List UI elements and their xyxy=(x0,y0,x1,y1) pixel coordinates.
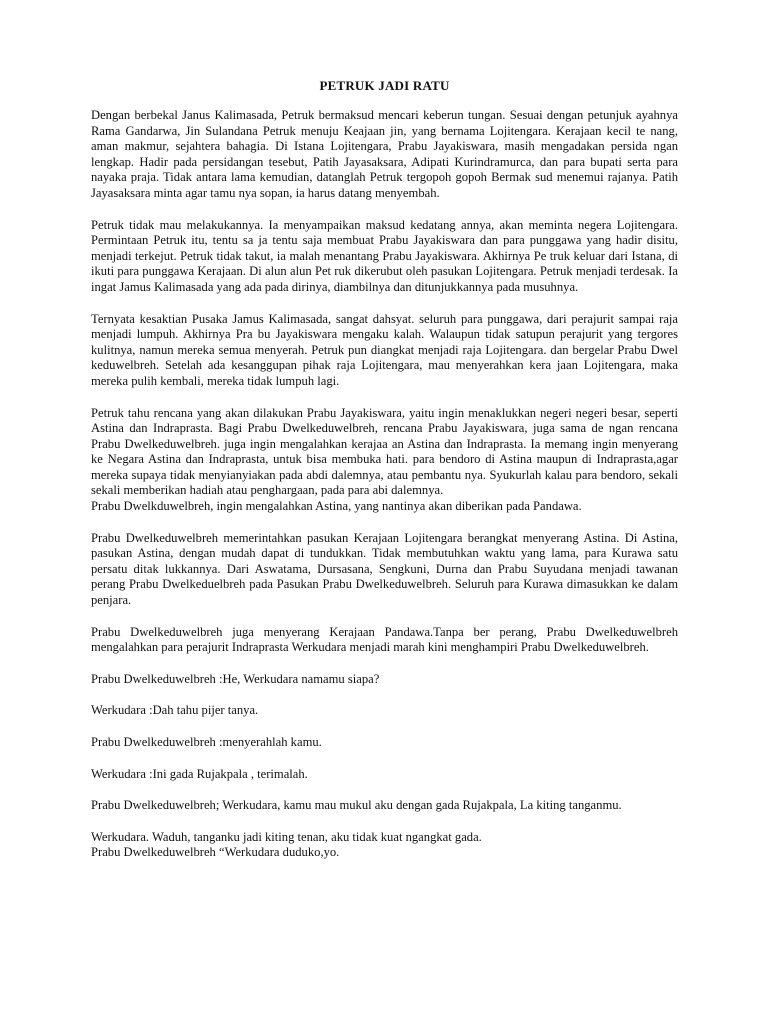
paragraph-3: Ternyata kesaktian Pusaka Jamus Kalimasada, sangat dahsyat. seluruh para punggawa, dari perajurit sampai raja menjadi lumpuh. Akhirnya Pra bu Jayakiswara mengaku kalah. Walaupun tidak satupun perajurit yang tergores kulitnya, namun mereka semua menyerah. Petruk pun diangkat menjadi raja Lojitengara. dan bergelar Prabu Dwel keduwelbreh. Setelah ada kesanggupan pihak raja Lojitengara, mau menyerahkan kera jaan Lojitengara, maka mereka pulih kembali, mereka tidak lumpuh lagi. xyxy=(91,311,678,388)
paragraph-7: Prabu Dwelkeduwelbreh juga menyerang Kerajaan Pandawa.Tanpa ber perang, Prabu Dwelkeduwelbreh mengalahkan para perajurit Indraprasta Werkudara menjadi marah kini menghampiri Prabu Dwelkeduwelbreh. xyxy=(91,624,678,655)
dialog-line-7: Prabu Dwelkeduwelbreh “Werkudara duduko,yo. xyxy=(91,845,340,860)
paragraph-5: Prabu Dwelkduwelbreh, ingin mengalahkan Astina, yang nantinya akan diberikan pada Pandawa. xyxy=(91,499,582,514)
document-page xyxy=(91,78,678,877)
dialog-line-6: Werkudara. Waduh, tanganku jadi kiting tenan, aku tidak kuat ngangkat gada. xyxy=(91,829,482,844)
dialog-line-3: Prabu Dwelkeduwelbreh :menyerahlah kamu. xyxy=(91,735,322,749)
paragraph-6: Prabu Dwelkeduwelbreh memerintahkan pasukan Kerajaan Lojitengara berangkat menyerang Astina. Di Astina, pasukan Astina, dengan mudah dapat di tundukkan. Tidak membutuhkan waktu yang lama, para Kurawa satu persatu ditak lukkannya. Dari Aswatama, Dursasana, Sengkuni, Durna dan Prabu Suyudana menjadi tawanan perang Prabu Dwelkeduelbreh pada Pasukan Prabu Dwelkeduwelbreh. Seluruh para Kurawa dimasukkan ke dalam penjara. xyxy=(91,530,678,608)
dialog-line-5: Prabu Dwelkeduwelbreh; Werkudara, kamu mau mukul aku dengan gada Rujakpala, La kiting tanganmu. xyxy=(91,798,622,813)
dialog-line-1: Prabu Dwelkeduwelbreh :He, Werkudara namamu siapa? xyxy=(91,671,380,686)
paragraph-2: Petruk tidak mau melakukannya. Ia menyampaikan maksud kedatang annya, akan meminta negera Lojitengara. Permintaan Petruk itu, tentu sa ja tentu saja membuat Prabu Jayakiswara dan para punggawa yang hadir disitu, menjadi terkejut. Petruk tidak takut, ia malah menantang Prabu Jayakiswara. Akhirnya Pe truk keluar dari Istana, di ikuti para punggawa Kerajaan. Di alun alun Pet ruk dikerubut oleh pasukan Lojitengara. Petruk menjadi terdesak. Ia ingat Jamus Kalimasada yang ada pada dirinya, diambilnya dan ditunjukkannya pada musuhnya. xyxy=(91,217,678,294)
paragraph-4: Petruk tahu rencana yang akan dilakukan Prabu Jayakiswara, yaitu ingin menaklukkan negeri negeri besar, seperti Astina dan Indraprasta. Bagi Prabu Dwelkeduwelbreh, rencana Prabu Jayakiswara, juga sama de ngan rencana Prabu Dwelkeduwelbreh. juga ingin mengalahkan kerajaa an Astina dan Indraprasta. Ia memang ingin menyerang ke Negara Astina dan Indraprasta, untuk bisa membuka hati. para bendoro di Astina maupun di Indraprasta,agar mereka supaya tidak menyianyiakan pada abdi dalemnya, atau pembantu nya. Syukurlah kalau para bendoro, sekali sekali memberikan hadiah atau penghargaan, pada para abi dalemnya. xyxy=(91,405,678,498)
paragraph-1: Dengan berbekal Janus Kalimasada, Petruk bermaksud mencari keberun tungan. Sesuai dengan petunjuk ayahnya Rama Gandarwa, Jin Sulandana Petruk menuju Keajaan jin, yang bernama Lojitengara. Kerajaan kecil te nang, aman makmur, sejahtera bahagia. Di Istana Lojitengara, Prabu Jayakiswara, masih mengadakan persida ngan lengkap. Hadir pada persidangan tesebut, Patih Jayasaksara, Adipati Kurindramurca, dan para bupati serta para nayaka praja. Tidak antara lama kemudian, datanglah Petruk tergopoh gopoh Bermak sud menemui rajanya. Patih Jayasaksara minta agar tamu nya sopan, ia harus datang menyembah. xyxy=(91,108,678,200)
dialog-line-2: Werkudara :Dah tahu pijer tanya. xyxy=(91,703,259,718)
dialog-line-4: Werkudara :Ini gada Rujakpala , terimalah. xyxy=(91,766,308,781)
document-title: PETRUK JADI RATU xyxy=(319,78,450,93)
